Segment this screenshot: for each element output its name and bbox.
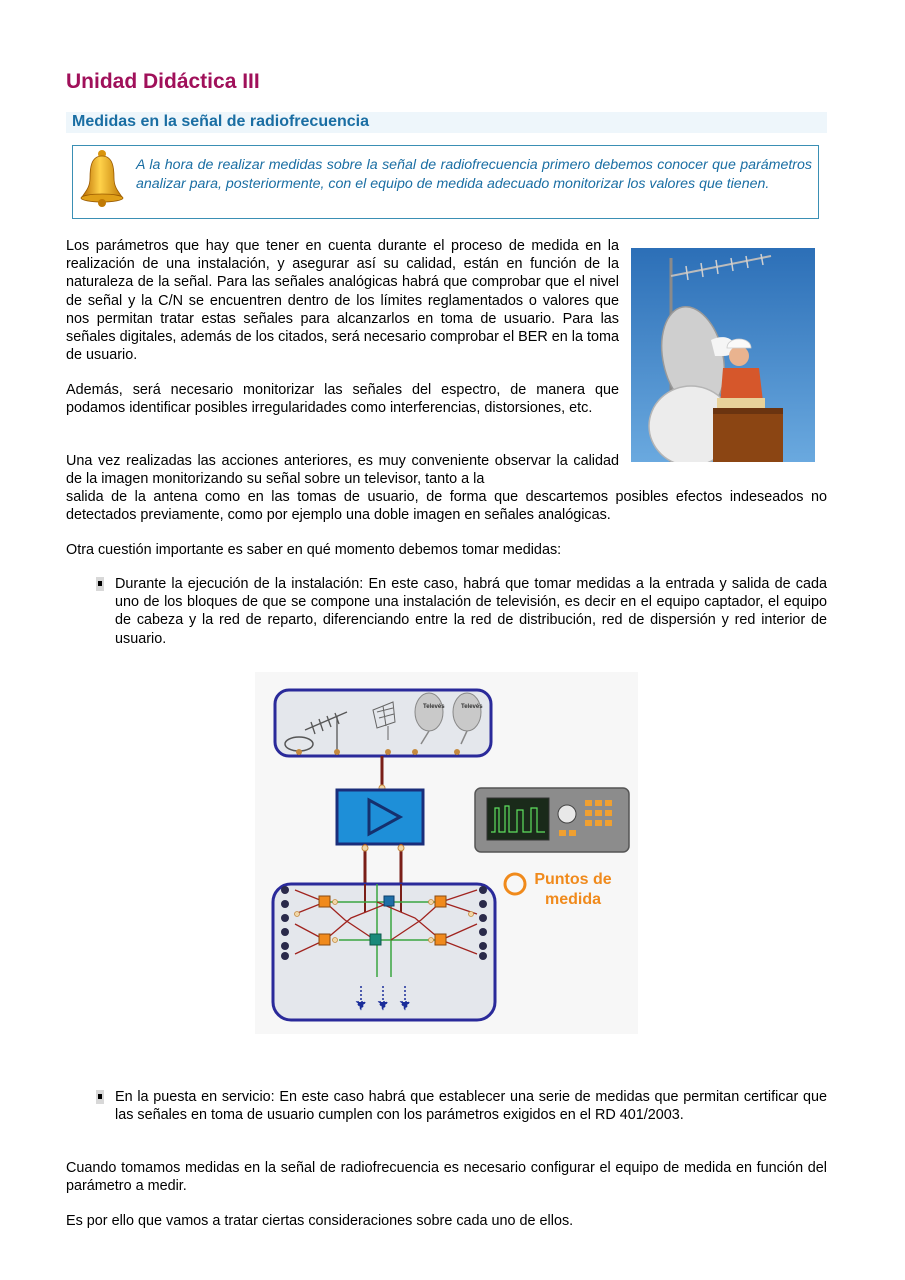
- intro-text: A la hora de realizar medidas sobre la señal de radiofrecuencia primero debemos conocer que parámetros analizar para, posteriormente, con el equipo de medida adecuado monitorizar los valores que tienen.: [136, 157, 812, 192]
- paragraph-image-quality-end: salida de la antena como en las tomas de usuario, de forma que descartemos posibles efectos indeseados no detectados previamente, como por ejemplo una doble imagen en señales analógicas.: [66, 489, 827, 524]
- paragraph-image-quality-start: Una vez realizadas las acciones anteriores, es muy conveniente observar la calidad de la imagen monitorizando su señal sobre un televisor, tanto a la: [66, 453, 619, 488]
- legend-line-2: medida: [544, 891, 602, 908]
- amplifier-block: [337, 790, 423, 844]
- dish-label-2: Televés: [461, 704, 483, 710]
- bullet-marker: [96, 1090, 104, 1104]
- paragraph-when-measure: Otra cuestión importante es saber en qué momento debemos tomar medidas:: [66, 542, 562, 558]
- paragraph-monitor-spectrum: Además, será necesario monitorizar las señales del espectro, de manera que podamos identificar posibles irregularidades como interferencias, distorsiones, etc.: [66, 382, 619, 417]
- unit-title: Unidad Didáctica III: [66, 70, 260, 93]
- section-title: Medidas en la señal de radiofrecuencia: [72, 113, 369, 130]
- bell-icon: [79, 148, 125, 208]
- paragraph-considerations: Es por ello que vamos a tratar ciertas consideraciones sobre cada uno de ellos.: [66, 1213, 574, 1229]
- paragraph-configure-meter: Cuando tomamos medidas en la señal de radiofrecuencia es necesario configurar el equipo de medida en función del parámetro a medir.: [66, 1160, 827, 1195]
- satellite-dish-icon: [453, 693, 481, 731]
- measurement-points-diagram: [255, 672, 638, 1034]
- antenna-photo: [631, 248, 815, 462]
- paragraph-parameters: Los parámetros que hay que tener en cuenta durante el proceso de medida en la realización de una instalación, y asegurar así su calidad, están en función de la naturaleza de la señal. Para las señales analógicas habrá que comprobar que el nivel de señal y la C/N se encuentren dentro de los límites reglamentados o valores que nos permitan tratar estas señales para alcanzarlos en toma de usuario. Para las señales digitales, además de los citados, será necesario comprobar el BER en la toma de usuario.: [66, 238, 619, 364]
- intro-box: [72, 145, 819, 219]
- satellite-dish-icon: [415, 693, 443, 731]
- legend-line-1: Puntos de: [534, 871, 612, 888]
- bullet-commissioning: En la puesta en servicio: En este caso habrá que establecer una serie de medidas que permitan certificar que las señales en toma de usuario cumplen con los parámetros exigidos en el RD 401/2003.: [115, 1089, 827, 1124]
- bullet-marker: [96, 577, 104, 591]
- bullet-installation: Durante la ejecución de la instalación: En este caso, habrá que tomar medidas a la entrada y salida de cada uno de los bloques de que se compone una instalación de televisión, es decir en el equipo captador, el equipo de cabeza y la red de reparto, diferenciando entre la red de distribución, red de dispersión y red interior de usuario.: [115, 576, 827, 647]
- dish-label-1: Televés: [423, 704, 445, 710]
